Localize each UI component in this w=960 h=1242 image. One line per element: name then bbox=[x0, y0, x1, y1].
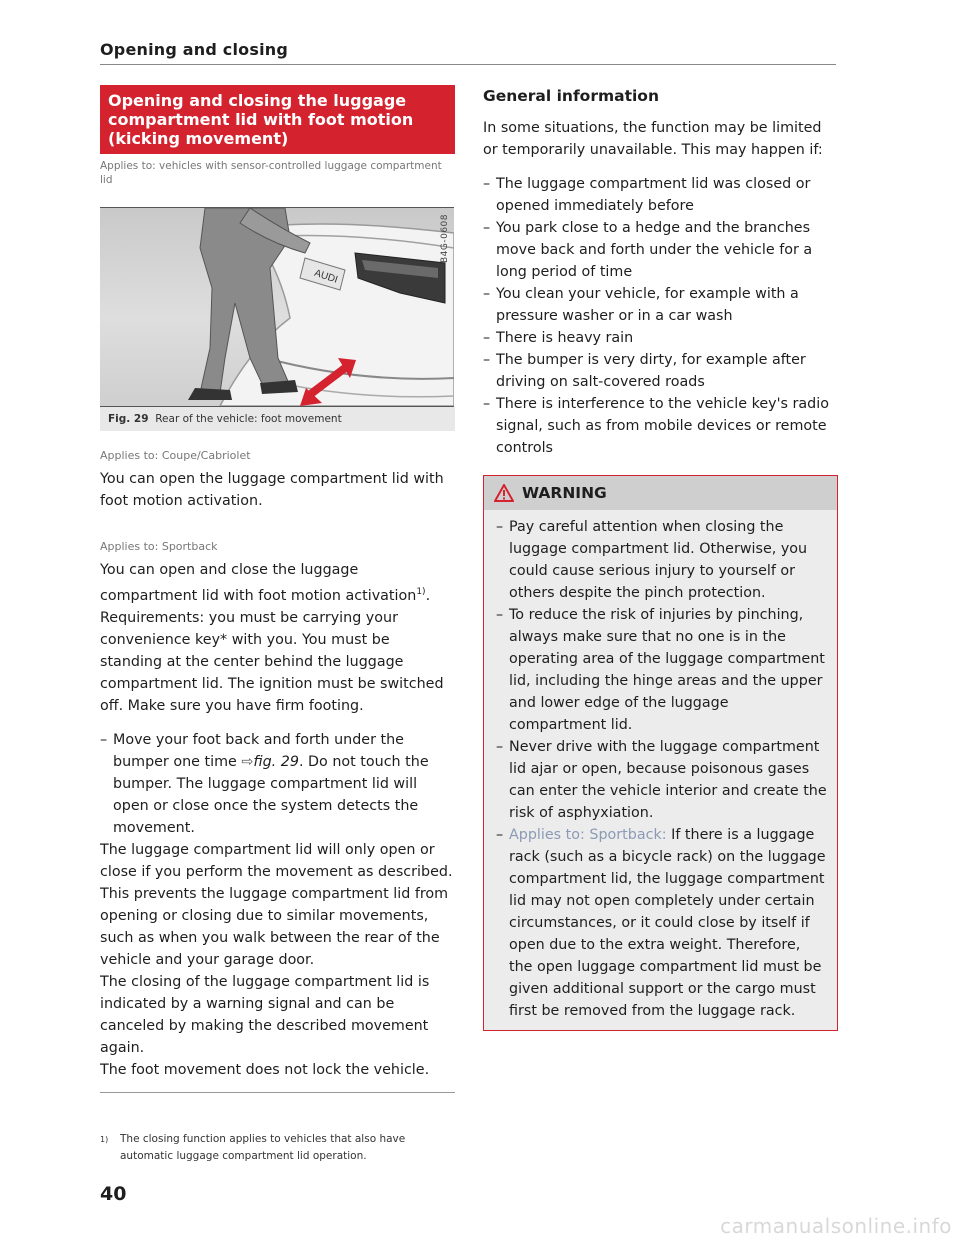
dash: – bbox=[100, 731, 108, 748]
list-item-text: There is interference to the vehicle key's radio signal, such as from mobile devices or remote controls bbox=[496, 396, 829, 456]
instruction-step bbox=[100, 729, 455, 839]
warning-item bbox=[496, 604, 827, 736]
requirements-paragraph: Requirements: you must be carrying your convenience key* with you. You must be standing at the center behind the luggage compartment lid. The ignition must be switched off. Make sure you have firm footing. bbox=[100, 609, 444, 714]
general-bullet-list bbox=[483, 173, 838, 459]
page-number: 40 bbox=[100, 1183, 127, 1205]
step-suffix: . Do not touch the bumper. The luggage compartment lid will open or close once the system detects the movement. bbox=[113, 753, 429, 836]
list-item bbox=[483, 173, 838, 217]
figure-reference-link[interactable]: fig. 29 bbox=[253, 753, 299, 770]
dash: – bbox=[496, 827, 504, 843]
figure-caption-label: Fig. 29 bbox=[108, 413, 149, 425]
watermark: carmanualsonline.info bbox=[720, 1214, 952, 1238]
footnote-reference: 1) bbox=[416, 587, 426, 597]
warning-body bbox=[484, 510, 837, 1022]
warning-item-text: To reduce the risk of injuries by pinching, always make sure that no one is in the operating area of the luggage compartment lid, including the hinge areas and the upper and lower edge of the luggage compartment lid. bbox=[509, 607, 825, 733]
figure-illustration bbox=[100, 208, 454, 406]
general-intro: In some situations, the function may be limited or temporarily unavailable. This may happen if: bbox=[483, 120, 823, 158]
warning-item bbox=[496, 736, 827, 824]
dash: – bbox=[483, 330, 491, 346]
closing-signal-paragraph: The closing of the luggage compartment lid is indicated by a warning signal and can be canceled by making the described movement again. bbox=[100, 973, 430, 1056]
warning-header bbox=[484, 476, 837, 510]
dash: – bbox=[483, 176, 491, 192]
section-title-box: Opening and closing the luggage compartment lid with foot motion (kicking movement) bbox=[100, 85, 455, 154]
figure-caption bbox=[100, 407, 455, 431]
footnote-mark: 1) bbox=[100, 1135, 109, 1144]
no-lock-paragraph: The foot movement does not lock the vehicle. bbox=[100, 1061, 430, 1078]
list-item bbox=[483, 349, 838, 393]
sportback-text: You can open and close the luggage compartment lid with foot motion activation bbox=[100, 562, 417, 604]
list-item bbox=[483, 327, 838, 349]
list-item-text: There is heavy rain bbox=[496, 330, 634, 346]
footnote-text: The closing function applies to vehicles that also have automatic luggage compartment lid operation. bbox=[120, 1133, 406, 1162]
right-column bbox=[483, 85, 838, 1031]
dash: – bbox=[496, 607, 504, 623]
left-column bbox=[100, 85, 455, 1081]
explanation-paragraph: The luggage compartment lid will only open or close if you perform the movement as described. This prevents the luggage compartment lid from opening or closing due to similar movements, such as when you walk between the rear of the vehicle and your garage door. bbox=[100, 841, 453, 968]
dash: – bbox=[496, 519, 504, 535]
list-item-text: The luggage compartment lid was closed or opened immediately before bbox=[496, 176, 811, 214]
dash: – bbox=[483, 352, 491, 368]
figure-caption-text: Rear of the vehicle: foot movement bbox=[155, 413, 342, 425]
applies-to-sensor: Applies to: vehicles with sensor-controlled luggage compartment lid bbox=[100, 160, 442, 186]
sportback-paragraph bbox=[100, 559, 455, 607]
list-item bbox=[483, 283, 838, 327]
step-prefix: Move your foot back and forth under the bumper one time bbox=[113, 731, 404, 770]
cross-reference-arrow: ⇨ bbox=[241, 753, 254, 770]
running-header: Opening and closing bbox=[100, 40, 289, 59]
warning-item-text: Never drive with the luggage compartment lid ajar or open, because poisonous gases can enter the vehicle interior and create the risk of asphyxiation. bbox=[509, 739, 827, 821]
warning-item-text: Pay careful attention when closing the luggage compartment lid. Otherwise, you could cause serious injury to yourself or others despite the pinch protection. bbox=[509, 519, 808, 601]
warning-box bbox=[483, 475, 838, 1031]
dash: – bbox=[483, 286, 491, 302]
list-item bbox=[483, 217, 838, 283]
figure-code: B4G-0608 bbox=[440, 214, 450, 264]
dash: – bbox=[483, 220, 491, 236]
warning-item bbox=[496, 516, 827, 604]
dash: – bbox=[483, 396, 491, 412]
license-plate: AUDI bbox=[312, 267, 339, 286]
applies-to-coupe: Applies to: Coupe/Cabriolet bbox=[100, 449, 251, 462]
general-information-title: General information bbox=[483, 87, 659, 105]
footnote bbox=[100, 1131, 455, 1165]
figure-rear-vehicle bbox=[100, 207, 454, 407]
sportback-end: . bbox=[425, 587, 431, 604]
applies-to-sportback: Applies to: Sportback bbox=[100, 540, 218, 553]
warning-item-text: If there is a luggage rack (such as a bicycle rack) on the luggage compartment lid, the luggage compartment lid may not open completely under certain circumstances, or it could close by itself if open due to the extra weight. Therefore, the open luggage compartment lid must be given additional support or the cargo must first be removed from the luggage rack. bbox=[509, 827, 826, 1019]
warning-item-sportback bbox=[496, 824, 827, 1022]
footnote-rule bbox=[100, 1092, 455, 1093]
list-item-text: The bumper is very dirty, for example after driving on salt-covered roads bbox=[496, 352, 806, 390]
coupe-paragraph: You can open the luggage compartment lid with foot motion activation. bbox=[100, 471, 444, 509]
list-item-text: You park close to a hedge and the branches move back and forth under the vehicle for a long period of time bbox=[496, 220, 813, 280]
list-item bbox=[483, 393, 838, 459]
warning-applies-sportback: Applies to: Sportback: bbox=[509, 827, 667, 843]
warning-triangle-icon bbox=[494, 484, 514, 502]
warning-title: WARNING bbox=[522, 484, 607, 502]
list-item-text: You clean your vehicle, for example with a pressure washer or in a car wash bbox=[496, 286, 799, 324]
header-rule bbox=[100, 64, 836, 65]
dash: – bbox=[496, 739, 504, 755]
